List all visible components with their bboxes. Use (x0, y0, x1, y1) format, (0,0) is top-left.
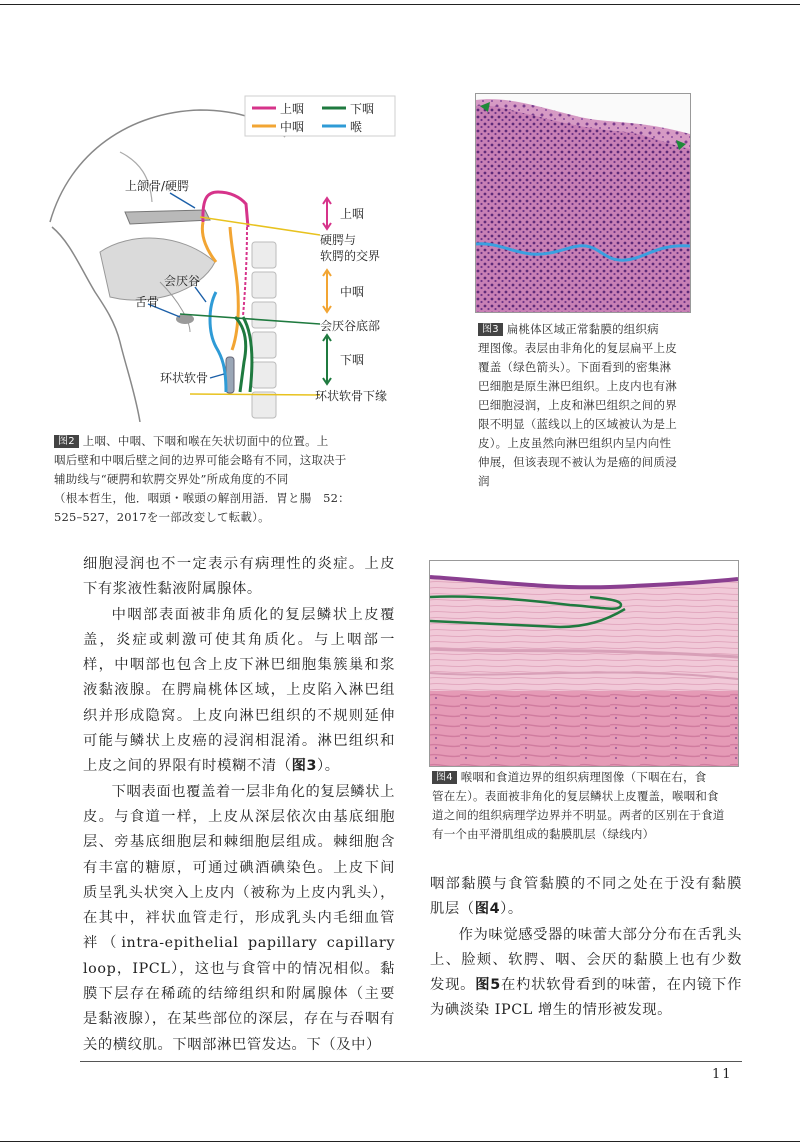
figure-3-caption-line: 伸展，但该表现不被认为是癌的间质浸 (478, 455, 677, 469)
label-cricoid-edge: 环状软骨下缘 (315, 389, 388, 403)
legend-middle: 中咽 (280, 120, 305, 134)
label-cricoid: 环状软骨 (160, 371, 209, 385)
figure-reference: 图5 (475, 977, 501, 994)
figure-3-caption-line: 理图像。表层由非角化的复层扁平上皮 (478, 341, 677, 355)
body-text-run: 在杓状软骨看到的味蕾，在内镜下作为碘淡染 IPCL 增生的情形被发现。 (430, 977, 742, 1019)
figure-reference: 图4 (474, 901, 501, 918)
body-paragraph (430, 872, 742, 923)
figure-3-caption-line: 润 (478, 474, 490, 488)
label-vallecula-floor: 会厌谷底部 (320, 319, 381, 333)
figure-2-caption-line: （根本哲生，他．咽頭・喉頭の解剖用語．胃と腸 52： (54, 491, 350, 505)
figure-4-tag: 图4 (432, 771, 457, 784)
label-middle-pharynx: 中咽 (340, 285, 365, 299)
figure-4-caption-line: 管在左）。表面被非角化的复层鳞状上皮覆盖，喉咽和食 (432, 789, 719, 803)
figure-4-caption-line: 有一个由平滑肌组成的黏膜肌层（绿线内） (432, 827, 655, 841)
figure-3-caption-line: 覆盖（绿色箭头）。下面看到的密集淋 (478, 360, 672, 374)
figure-4-caption-line: 喉咽和食道边界的组织病理图像（下咽在右，食 (460, 770, 707, 784)
figure-2-caption-line: 辅助线与“硬腭和软腭交界处”所成角度的不同 (54, 472, 289, 486)
body-left-column (83, 552, 395, 1058)
figure-3-caption-line: 巴细胞浸润，上皮和淋巴组织之间的界 (478, 398, 677, 412)
body-paragraph (83, 780, 395, 1058)
body-text-run: 中咽部表面被非角质化的复层鳞状上皮覆盖，炎症或刺激可使其角质化。与上咽部一样，中咽部也包含上皮下淋巴细胞集簇巢和浆液黏液腺。在腭扁桃体区域，上皮陷入淋巴组织并形成隐窝。上皮向淋巴组织的不规则延伸可能与鳞状上皮癌的浸润相混淆。淋巴组织和上皮之间的界限有时模糊不清（ (83, 606, 395, 775)
label-hyoid: 舌骨 (135, 295, 160, 309)
figure-3-caption-line: 扁桃体区域正常黏膜的组织病 (506, 322, 659, 336)
label-upper-pharynx: 上咽 (340, 207, 365, 221)
figure-2-tag: 图2 (54, 435, 79, 448)
footer-rule (80, 1061, 742, 1062)
figure-3-caption-line: 限不明显（蓝线以上的区域被认为是上 (478, 417, 677, 431)
top-border (0, 4, 800, 5)
sagittal-section-svg (40, 92, 410, 422)
label-vallecula: 会厌谷 (164, 274, 201, 288)
figure-3-frame (475, 93, 691, 313)
body-paragraph (430, 923, 742, 1024)
figure-2-caption-line: 咽后壁和中咽后壁之间的边界可能会略有不同，这取决于 (54, 453, 347, 467)
body-text-run: 下咽表面也覆盖着一层非角化的复层鳞状上皮。与食道一样，上皮从深层依次由基底细胞层、旁基底细胞层和棘细胞层组成。棘细胞含有丰富的糖原，可通过碘酒碘染色。上皮下间质呈乳头状突入上皮内（被称为上皮内乳头），在其中，袢状血管走行，形成乳头内毛细血管袢（intra-epithelial papillary capillary loop，IPCL），这也与食管中的情况相似。黏膜下层存在稀疏的结缔组织和附属腺体（主要是黏液腺），在某些部位的深层，存在与吞咽有关的横纹肌。下咽部淋巴管发达。下（及中） (83, 783, 395, 1053)
figure-2-caption-line: 上咽、中咽、下咽和喉在矢状切面中的位置。上 (82, 434, 329, 448)
body-text-run: 细胞浸润也不一定表示有病理性的炎症。上皮下有浆液性黏液附属腺体。 (83, 556, 395, 598)
figure-3-caption (478, 320, 698, 491)
legend-upper: 上咽 (280, 102, 305, 116)
bottom-border (0, 1141, 800, 1142)
diagram-legend (245, 96, 395, 136)
figure-4-caption (432, 768, 744, 844)
label-maxilla: 上颌骨/硬腭 (125, 179, 190, 193)
figure-3-caption-line: 皮）。上皮虽然向淋巴组织内呈内向性 (478, 436, 672, 450)
figure-4-caption-line: 道之间的组织病理学边界并不明显。两者的区别在于食道 (432, 808, 725, 822)
figure-2-caption (54, 432, 404, 527)
label-junction-2: 软腭的交界 (320, 249, 381, 263)
figure-2-caption-line: 525–527，2017を一部改変して転載）。 (54, 510, 270, 524)
figure-4-frame (429, 560, 739, 767)
body-paragraph (83, 552, 395, 603)
body-right-column (430, 872, 742, 1024)
body-text-run: 咽部黏膜与食管黏膜的不同之处在于没有黏膜肌层（ (430, 876, 742, 918)
figure-2-diagram (40, 92, 410, 422)
figure-3-tag: 图3 (478, 323, 503, 336)
body-text-run: ）。 (317, 758, 340, 775)
label-junction-1: 硬腭与 (320, 233, 357, 247)
figure-3-caption-line: 巴细胞是原生淋巴组织。上皮内也有淋 (478, 379, 677, 393)
page-number: 11 (712, 1067, 733, 1082)
body-paragraph (83, 603, 395, 780)
figure-reference: 图3 (291, 758, 318, 775)
body-text-run: 作为味觉感受器的味蕾大部分分布在舌乳头上、脸颊、软腭、咽、会厌的黏膜上也有少数发现。 (430, 926, 742, 994)
body-text-run: ）。 (500, 901, 523, 918)
legend-lower: 下咽 (350, 102, 375, 116)
label-lower-pharynx: 下咽 (340, 353, 365, 367)
legend-larynx: 喉 (350, 120, 363, 134)
